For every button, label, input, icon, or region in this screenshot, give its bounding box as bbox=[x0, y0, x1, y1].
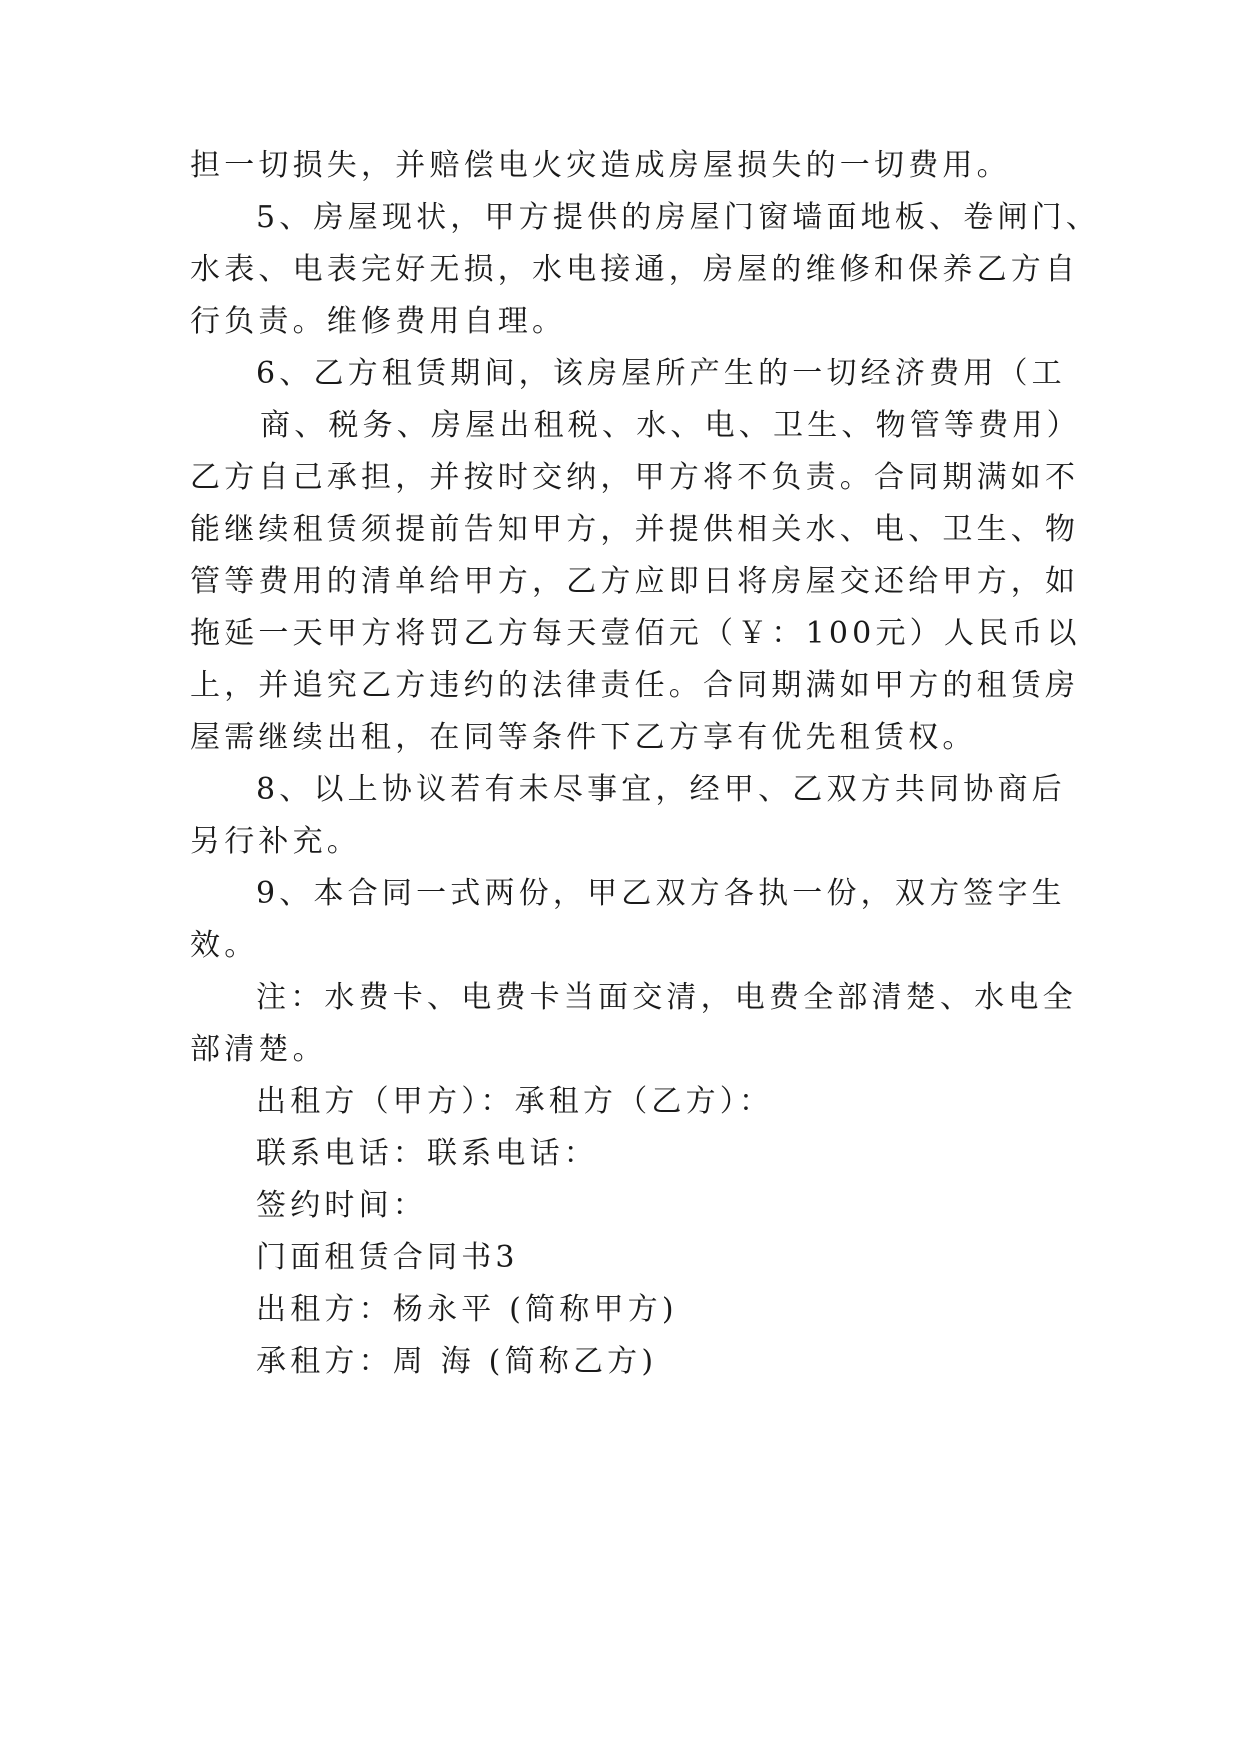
text-line: 效。 bbox=[190, 928, 259, 963]
text-line: 部清楚。 bbox=[190, 1032, 327, 1067]
text-line: 商、税务、房屋出租税、水、电、卫生、物管等费用） bbox=[260, 408, 1081, 443]
text-line: 出租方（甲方）：承租方（乙方）： bbox=[256, 1084, 774, 1119]
text-line: 门面租赁合同书3 bbox=[256, 1240, 519, 1275]
text-line: 行负责。维修费用自理。 bbox=[190, 304, 567, 339]
text-line: 出租方：杨永平 (简称甲方) bbox=[256, 1292, 678, 1327]
text-line: 屋需继续出租，在同等条件下乙方享有优先租赁权。 bbox=[190, 720, 977, 755]
text-line: 8、以上协议若有未尽事宜，经甲、乙双方共同协商后 bbox=[256, 772, 1066, 807]
text-line: 签约时间： bbox=[256, 1188, 427, 1223]
text-line: 能继续租赁须提前告知甲方，并提供相关水、电、卫生、物 bbox=[190, 512, 1080, 547]
text-line: 另行补充。 bbox=[190, 824, 361, 859]
text-line: 乙方自己承担，并按时交纳，甲方将不负责。合同期满如不 bbox=[190, 460, 1080, 495]
text-line: 联系电话：联系电话： bbox=[256, 1136, 598, 1171]
text-line: 6、乙方租赁期间，该房屋所产生的一切经济费用（工 bbox=[256, 356, 1066, 391]
text-line: 5、房屋现状，甲方提供的房屋门窗墙面地板、卷闸门、 bbox=[256, 200, 1101, 235]
text-line: 上，并追究乙方违约的法律责任。合同期满如甲方的租赁房 bbox=[190, 668, 1080, 703]
text-line: 管等费用的清单给甲方，乙方应即日将房屋交还给甲方，如 bbox=[190, 564, 1080, 599]
text-line: 承租方：周 海 (简称乙方) bbox=[256, 1344, 658, 1379]
text-line: 注：水费卡、电费卡当面交清，电费全部清楚、水电全 bbox=[256, 980, 1077, 1015]
text-line: 水表、电表完好无损，水电接通，房屋的维修和保养乙方自 bbox=[190, 252, 1080, 287]
text-line: 9、本合同一式两份，甲乙双方各执一份，双方签字生 bbox=[256, 876, 1066, 911]
text-line: 拖延一天甲方将罚乙方每天壹佰元（￥：100元）人民币以 bbox=[190, 616, 1081, 651]
text-line: 担一切损失，并赔偿电火灾造成房屋损失的一切费用。 bbox=[190, 148, 1011, 183]
